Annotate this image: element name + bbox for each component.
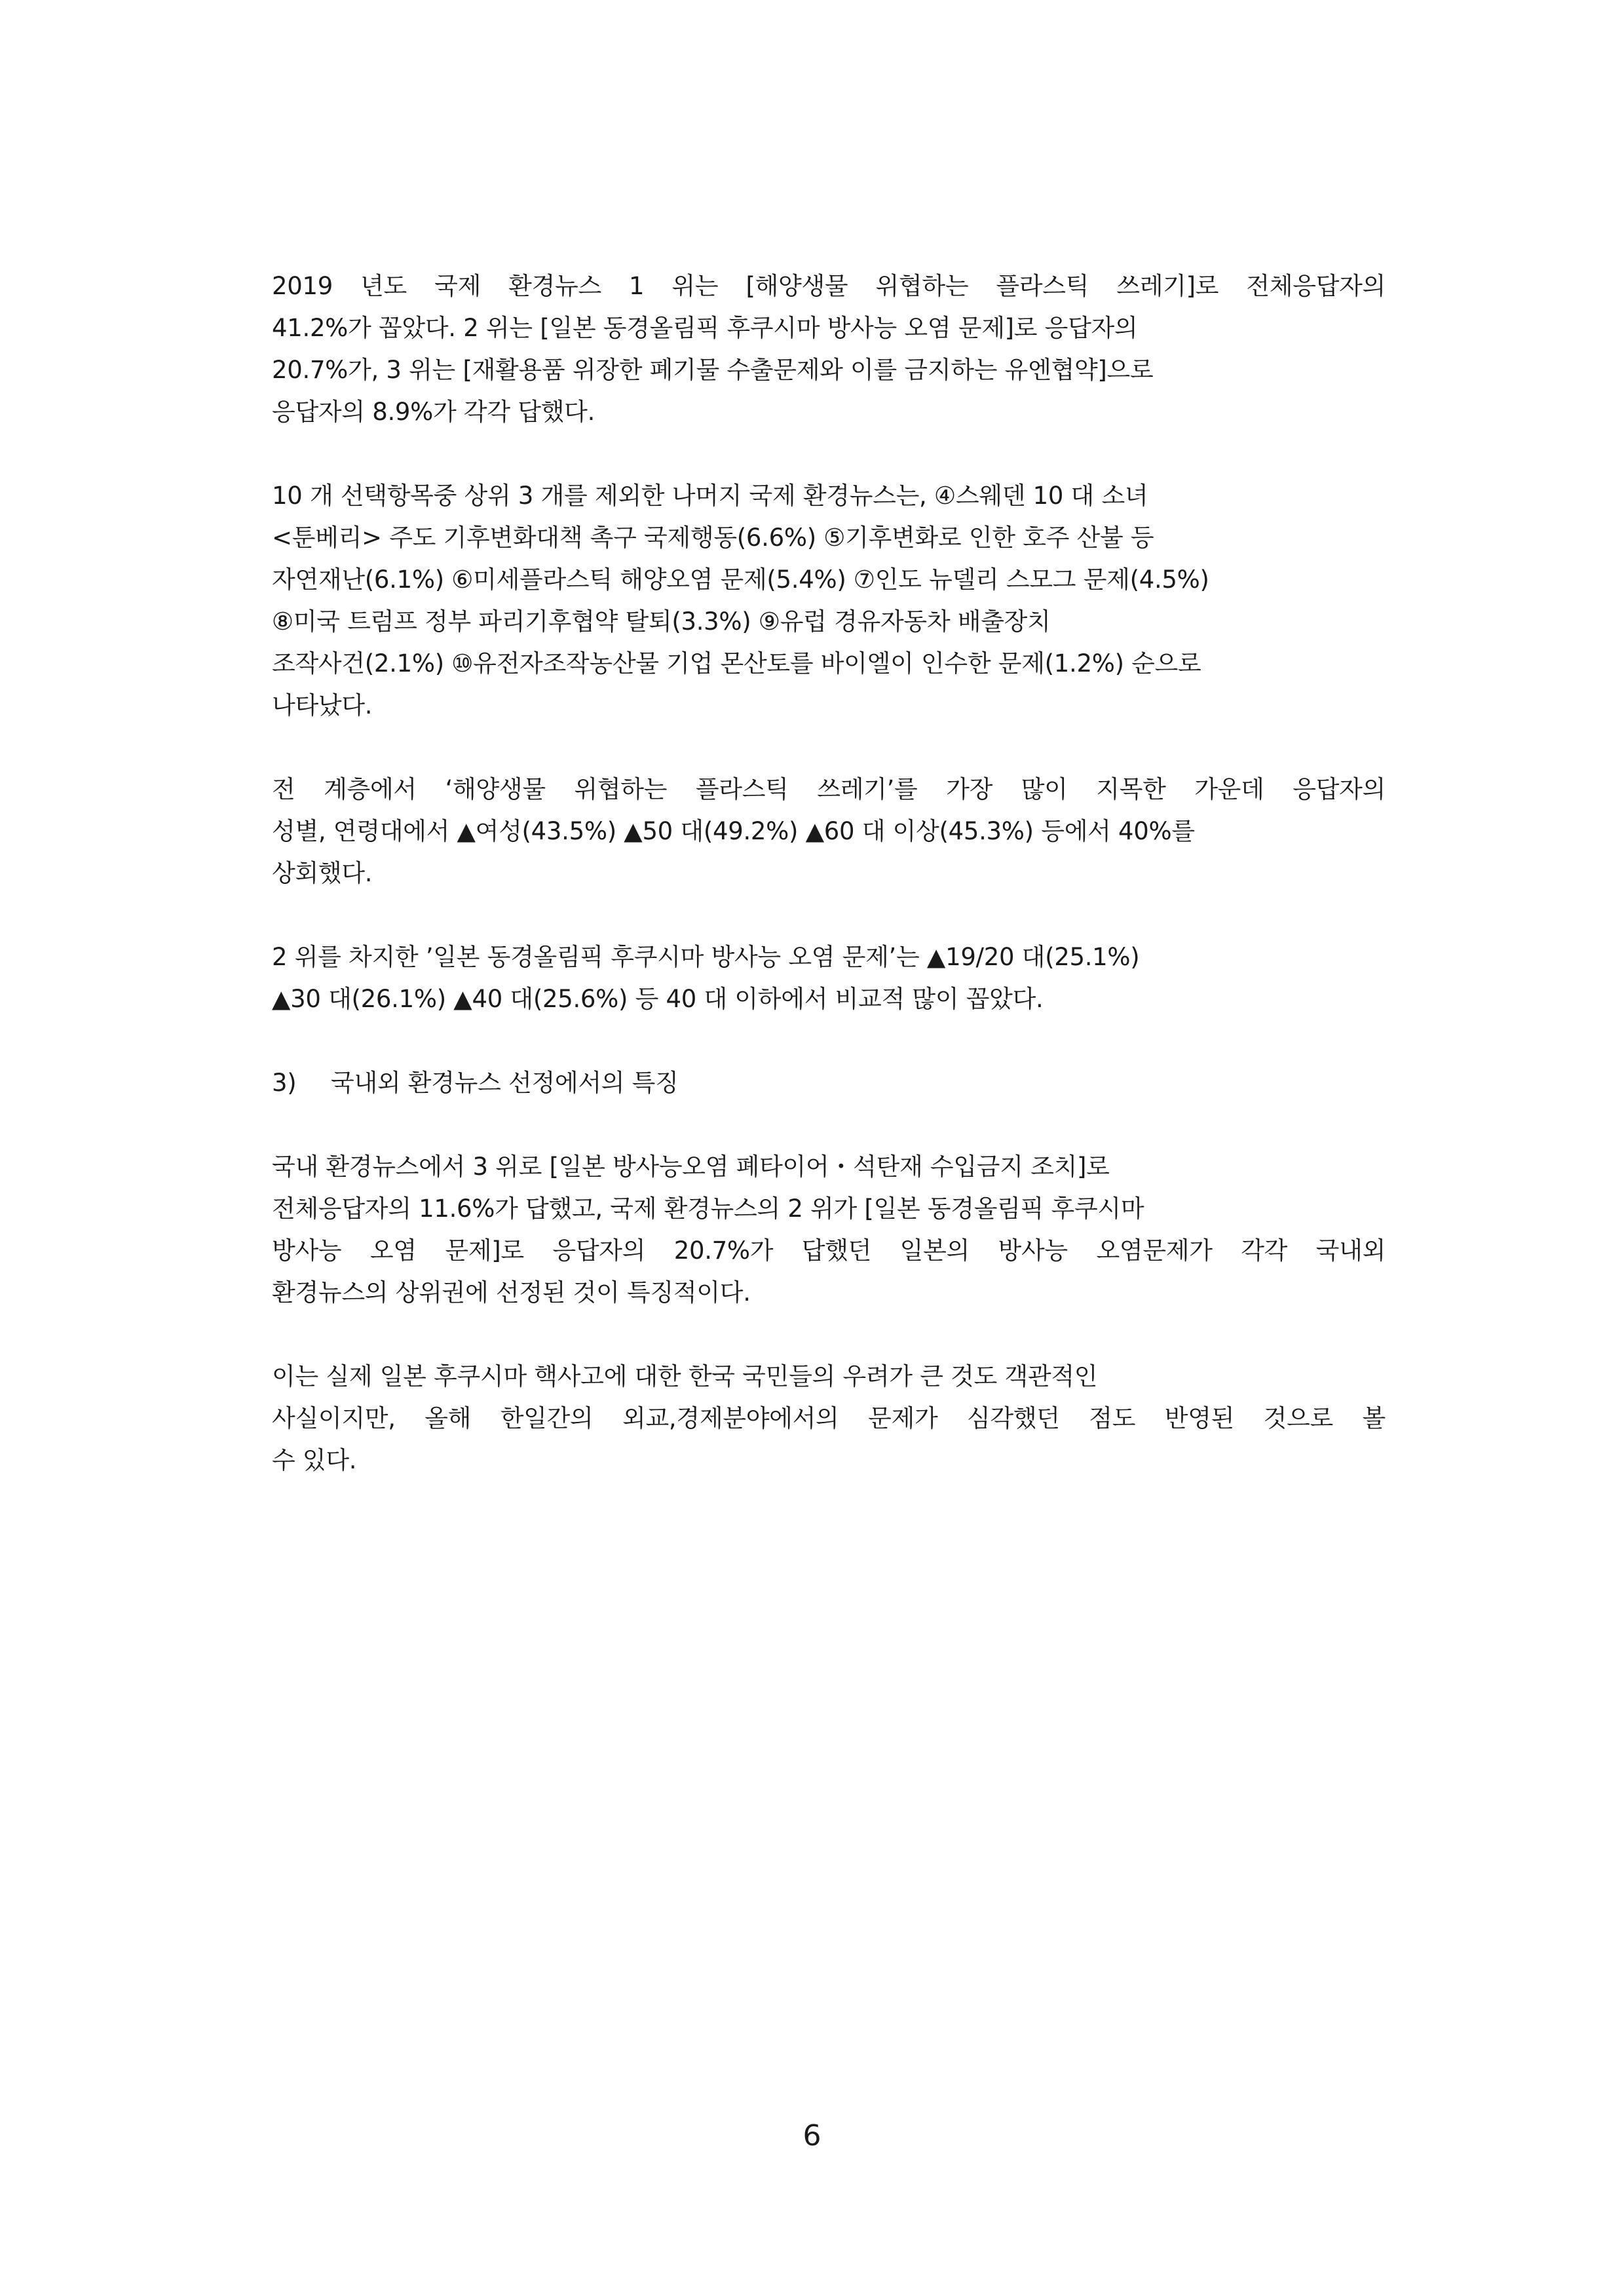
paragraph-demographics-radiation [272,936,1386,1020]
paragraph-demographics-plastic [272,769,1386,894]
page-body [272,265,1386,1523]
text-line: ▲30 대(26.1%) ▲40 대(25.6%) 등 40 대 이하에서 비교적 많이 꼽았다. [272,985,1044,1013]
paragraph-international-rest [272,475,1386,727]
text-line: ⑧미국 트럼프 정부 파리기후협약 탈퇴(3.3%) ⑨유럽 경유자동차 배출장치 [272,607,1051,636]
text-line: 자연재난(6.1%) ⑥미세플라스틱 해양오염 문제(5.4%) ⑦인도 뉴델리 스모그 문제(4.5%) [272,565,1209,594]
text-line: 응답자의 8.9%가 각각 답했다. [272,398,595,426]
text-line: 상회했다. [272,859,373,887]
text-line: 전 계층에서 ‘해양생물 위협하는 플라스틱 쓰레기’를 가장 많이 지목한 가운데 응답자의 [272,775,1386,803]
section-number: 3) [272,1069,297,1097]
text-line: 이는 실제 일본 후쿠시마 핵사고에 대한 한국 국민들의 우려가 큰 것도 객관적인 [272,1362,1098,1390]
page-number: 6 [803,2119,821,2152]
text-line: 방사능 오염 문제]로 응답자의 20.7%가 답했던 일본의 방사능 오염문제가 각각 국내외 [272,1236,1386,1265]
text-line: 2 위를 차지한 ’일본 동경올림픽 후쿠시마 방사능 오염 문제’는 ▲19/20 대(25.1%) [272,943,1140,971]
text-line: 환경뉴스의 상위권에 선정된 것이 특징적이다. [272,1278,751,1307]
text-line: 2019 년도 국제 환경뉴스 1 위는 [해양생물 위협하는 플라스틱 쓰레기]로 전체응답자의 [272,272,1386,300]
text-line: 사실이지만, 올해 한일간의 외교,경제분야에서의 문제가 심각했던 점도 반영된 것으로 볼 [272,1404,1386,1432]
text-line: 수 있다. [272,1446,357,1474]
paragraph-interpretation [272,1356,1386,1482]
section-heading [272,1062,1386,1104]
text-line: 나타났다. [272,691,373,719]
text-line: 성별, 연령대에서 ▲여성(43.5%) ▲50 대(49.2%) ▲60 대 이상(45.3%) 등에서 40%를 [272,817,1195,845]
text-line: 10 개 선택항목중 상위 3 개를 제외한 나머지 국제 환경뉴스는, ④스웨덴 10 대 소녀 [272,482,1148,510]
text-line: 41.2%가 꼽았다. 2 위는 [일본 동경올림픽 후쿠시마 방사능 오염 문제]로 응답자의 [272,314,1138,342]
text-line: 전체응답자의 11.6%가 답했고, 국제 환경뉴스의 2 위가 [일본 동경올림픽 후쿠시마 [272,1195,1144,1223]
paragraph-international-top3 [272,265,1386,433]
text-line: 20.7%가, 3 위는 [재활용품 위장한 폐기물 수출문제와 이를 금지하는 유엔협약]으로 [272,356,1154,384]
section-title: 국내외 환경뉴스 선정에서의 특징 [331,1069,679,1097]
paragraph-features [272,1146,1386,1314]
text-line: 국내 환경뉴스에서 3 위로 [일본 방사능오염 폐타이어・석탄재 수입금지 조치]로 [272,1153,1110,1181]
text-line: <툰베리> 주도 기후변화대책 촉구 국제행동(6.6%) ⑤기후변화로 인한 호주 산불 등 [272,524,1154,552]
text-line: 조작사건(2.1%) ⑩유전자조작농산물 기업 몬산토를 바이엘이 인수한 문제(1.2%) 순으로 [272,649,1201,678]
